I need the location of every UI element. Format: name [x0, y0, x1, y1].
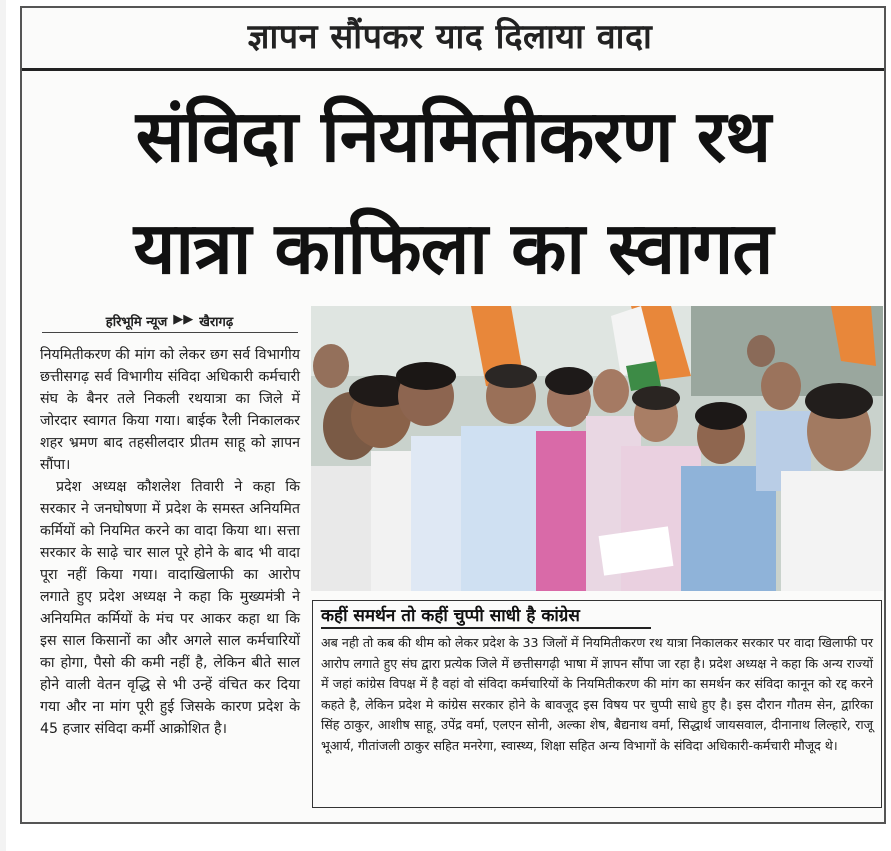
headline-line-1: संविदा नियमितीकरण रथ [135, 94, 771, 178]
sidebar-box-title-underline [321, 627, 651, 629]
sidebar-box-text: अब नही तो कब की थीम को लेकर प्रदेश के 33 जिलों में नियमितीकरण रथ यात्रा निकालकर सरकार पर वादा खिलाफी पर आरोप लगाते हुए संघ द्वारा प्रत्येक जिले में छत्तीसगढ़ी भाषा में ज्ञापन सौंपा जा रहा है। प्रदेश अध्यक्ष ने कहा कि अन्य राज्यों में जहां कांग्रेस विपक्ष में है वहां वो संविदा कर्मचारियों के नियमितीकरण की मांग का समर्थन कर संविदा कानून को रद्द करने कहते है, लेकिन प्रदेश मे कांग्रेस सरकार होने के बावजूद इस विषय पर चुप्पी साधे हुए है। इस दौरान गौतम सेन, द्वारिका सिंह ठाकुर, आशीष साहू, उपेंद्र वर्मा, एलएन सोनी, अल्का शेष, बैद्यनाथ वर्मा, सिद्धार्थ जायसवाल, दीनानाथ लिल्हारे, राजू भूआर्य, गीतांजली ठाकुर सहित मनरेगा, स्वास्थ्य, शिक्षा सहित अन्य विभागों के संविदा अधिकारी-कर्मचारी मौजूद थे। [321, 635, 873, 753]
byline-place: खैरागढ़ [199, 315, 234, 330]
article-body [40, 344, 300, 740]
article-paragraph-2: प्रदेश अध्यक्ष कौशलेश तिवारी ने कहा कि सरकार ने जनघोषणा में प्रदेश के समस्त अनियमित कर्मियों को नियमित करने का वादा किया था। सत्ता सरकार के साढ़े चार साल पूरे होने के बाद भी वादा पूरा नहीं किया गया। वादाखिलाफी का आरोप लगाते हुए प्रदेश अध्यक्ष ने कहा कि मुख्यमंत्री ने अनियमित कर्मियों के मंच पर आकर कहा था कि इस साल किसानों का और अगले साल कर्मचारियों का होगा, पैसो की कमी नहीं है, लेकिन बीते साल होने वाली वेतन वृद्धि से भी उन्हें वंचित कर दिया गया और ना मांग पूरी हुई जिसके कारण प्रदेश के 45 हजार संविदा कर्मी आक्रोशित है। [40, 479, 300, 737]
rally-photo-illustration [311, 306, 883, 591]
kicker-headline: ज्ञापन सौंपकर याद दिलाया वादा [247, 17, 653, 57]
page-edge [0, 0, 6, 851]
rally-photo [311, 306, 883, 591]
byline-divider [42, 332, 298, 333]
sidebar-box [312, 600, 882, 808]
byline [42, 312, 297, 330]
kicker-divider [22, 68, 884, 71]
byline-arrow-icon: ▶▶ [173, 312, 194, 327]
headline-line-2: यात्रा काफिला का स्वागत [133, 206, 773, 290]
byline-source: हरिभूमि न्यूज [105, 315, 168, 330]
sidebar-box-title: कहीं समर्थन तो कहीं चुप्पी साधी है कांग्रेस [321, 606, 580, 626]
article-paragraph-1: नियमितीकरण की मांग को लेकर छग सर्व विभागीय छत्तीसगढ़ सर्व विभागीय संविदा अधिकारी कर्मचारी संघ के बैनर तले निकली रथयात्रा का जिले में जोरदार स्वागत किया गया। बाईक रैली निकालकर शहर भ्रमण बाद तहसीलदार प्रीतम साहू को ज्ञापन सौंपा। [40, 347, 300, 473]
